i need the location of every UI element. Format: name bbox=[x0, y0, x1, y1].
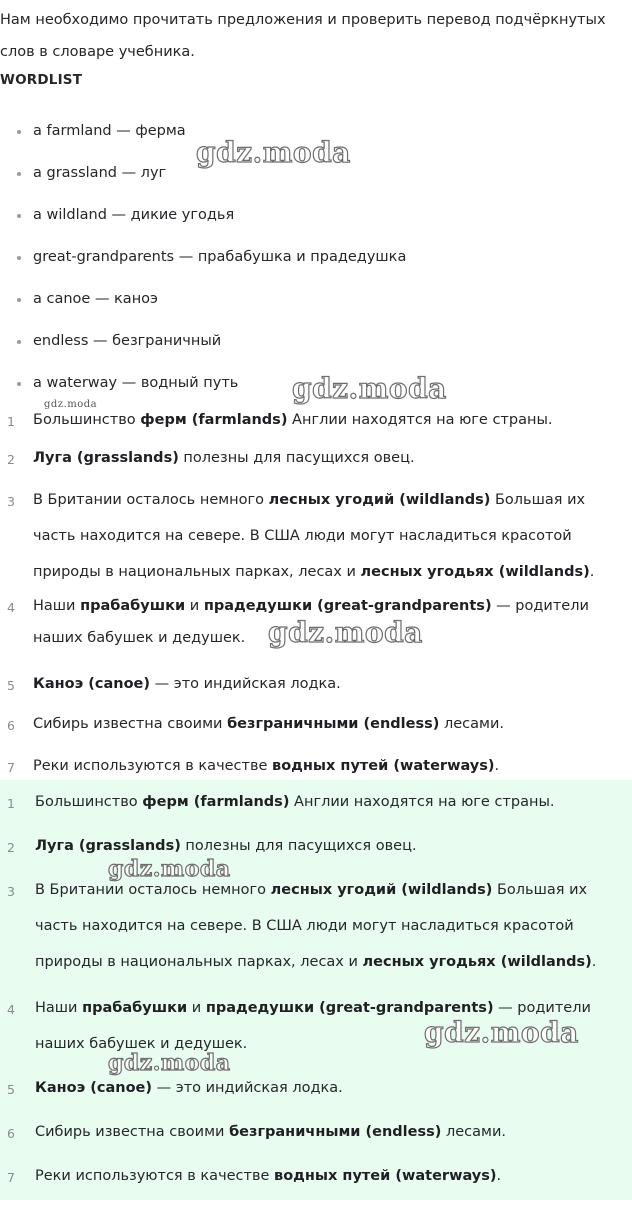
highlighted-term: Луга (grasslands) bbox=[33, 450, 179, 466]
watermark-logo: gdz.moda bbox=[196, 136, 351, 169]
wordlist-item: a waterway — водный путь bbox=[0, 370, 406, 412]
sentence-text: и bbox=[187, 1000, 206, 1016]
watermark-logo: gdz.moda bbox=[268, 616, 423, 649]
sentence-text: В Британии осталось немного bbox=[33, 492, 269, 508]
sentence-number: 7 bbox=[7, 1170, 15, 1185]
sentence-text: В Британии осталось немного bbox=[35, 882, 271, 898]
watermark-logo: gdz.moda bbox=[424, 1016, 579, 1049]
watermark-logo: gdz.moda bbox=[108, 856, 231, 882]
sentence-text: Реки используются в качестве bbox=[35, 1168, 275, 1184]
sentence-text: . bbox=[496, 1168, 502, 1184]
sentence-text: Англии находятся на юге страны. bbox=[289, 794, 555, 810]
sentence-text: и bbox=[185, 598, 204, 614]
sentence-text: — это индийская лодка. bbox=[152, 1080, 343, 1096]
sentence-text: Большая их часть находится на севере. В США люди могут насладиться красотой природы в национальных парках, лесах и bbox=[35, 882, 588, 970]
sentence-text: Большая их часть находится на севере. В США люди могут насладиться красотой природы в национальных парках, лесах и bbox=[33, 492, 586, 580]
sentence-text: Англии находятся на юге страны. bbox=[287, 412, 553, 428]
sentence-item bbox=[0, 402, 628, 438]
sentence-text: — это индийская лодка. bbox=[150, 676, 341, 692]
highlighted-term: прадедушки (great-grandparents) bbox=[205, 1000, 494, 1016]
sentence-item bbox=[0, 590, 628, 654]
highlighted-term: прабабушки bbox=[82, 1000, 188, 1016]
sentence-item bbox=[0, 666, 628, 702]
highlighted-term: прабабушки bbox=[80, 598, 186, 614]
sentence-text: . bbox=[591, 954, 597, 970]
wordlist-title: WORDLIST bbox=[0, 72, 83, 88]
highlighted-term: Каноэ (canoe) bbox=[33, 676, 151, 692]
sentence-number: 3 bbox=[7, 884, 15, 899]
wordlist bbox=[0, 118, 406, 412]
answer-sentence-item bbox=[0, 1158, 630, 1194]
sentence-text: Большинство bbox=[33, 412, 141, 428]
watermark-logo: gdz.moda bbox=[292, 372, 447, 405]
sentence-text: — родители наших бабушек и дедушек. bbox=[33, 598, 589, 646]
highlighted-term: Луга (grasslands) bbox=[35, 838, 181, 854]
intro-text: Нам необходимо прочитать предложения и проверить перевод подчёркнутых слов в словаре учебника. bbox=[0, 12, 606, 60]
highlighted-term: прадедушки (great-grandparents) bbox=[203, 598, 492, 614]
sentence-number: 4 bbox=[7, 1002, 15, 1017]
highlighted-term: безграничными (endless) bbox=[229, 1124, 442, 1140]
highlighted-term: водных путей (waterways) bbox=[274, 1168, 497, 1184]
wordlist-item: great-grandparents — прабабушка и прадедушка bbox=[0, 244, 406, 286]
sentence-text: . bbox=[494, 758, 500, 774]
sentence-number: 1 bbox=[7, 796, 15, 811]
highlighted-term: водных путей (waterways) bbox=[272, 758, 495, 774]
answer-sentence-item bbox=[0, 990, 630, 1062]
sentence-number: 6 bbox=[7, 718, 15, 733]
highlighted-term: безграничными (endless) bbox=[227, 716, 440, 732]
sentence-text: полезны для пасущихся овец. bbox=[180, 838, 417, 854]
highlighted-term: лесных угодьях (wildlands) bbox=[362, 954, 592, 970]
sentence-text: . bbox=[589, 564, 595, 580]
answer-sentence-item bbox=[0, 872, 630, 980]
sentence-item bbox=[0, 440, 628, 476]
highlighted-term: лесных угодий (wildlands) bbox=[268, 492, 491, 508]
wordlist-item: endless — безграничный bbox=[0, 328, 406, 370]
highlighted-term: ферм (farmlands) bbox=[142, 794, 290, 810]
sentence-text: лесами. bbox=[439, 716, 505, 732]
watermark-logo: gdz.moda bbox=[44, 399, 98, 410]
watermark-logo: gdz.moda bbox=[108, 1050, 231, 1076]
wordlist-item: a canoe — каноэ bbox=[0, 286, 406, 328]
highlighted-term: ферм (farmlands) bbox=[140, 412, 288, 428]
sentence-number: 3 bbox=[7, 494, 15, 509]
sentence-text: полезны для пасущихся овец. bbox=[178, 450, 415, 466]
highlighted-term: лесных угодьях (wildlands) bbox=[360, 564, 590, 580]
sentence-text: Наши bbox=[35, 1000, 83, 1016]
sentence-number: 5 bbox=[7, 678, 15, 693]
sentence-text: Наши bbox=[33, 598, 81, 614]
answer-sentence-item bbox=[0, 828, 630, 864]
sentence-item bbox=[0, 482, 628, 590]
sentence-text: Сибирь известна своими bbox=[33, 716, 228, 732]
highlighted-term: лесных угодий (wildlands) bbox=[270, 882, 493, 898]
sentence-text: Реки используются в качестве bbox=[33, 758, 273, 774]
sentence-number: 7 bbox=[7, 760, 15, 775]
sentence-item bbox=[0, 748, 628, 784]
answer-sentence-item bbox=[0, 1070, 630, 1106]
sentence-text: — родители наших бабушек и дедушек. bbox=[35, 1000, 591, 1052]
answer-sentence-item bbox=[0, 1114, 630, 1150]
sentence-number: 4 bbox=[7, 600, 15, 615]
sentence-number: 2 bbox=[7, 452, 15, 467]
sentence-number: 6 bbox=[7, 1126, 15, 1141]
wordlist-item: a farmland — ферма bbox=[0, 118, 406, 160]
sentence-number: 5 bbox=[7, 1082, 15, 1097]
highlighted-term: Каноэ (canoe) bbox=[35, 1080, 153, 1096]
sentence-number: 2 bbox=[7, 840, 15, 855]
wordlist-item: a grassland — луг bbox=[0, 160, 406, 202]
sentence-text: лесами. bbox=[441, 1124, 507, 1140]
sentence-number: 1 bbox=[7, 414, 15, 429]
wordlist-item: a wildland — дикие угодья bbox=[0, 202, 406, 244]
answer-sentence-item bbox=[0, 784, 630, 820]
sentence-item bbox=[0, 706, 628, 742]
sentence-text: Сибирь известна своими bbox=[35, 1124, 230, 1140]
sentence-text: Большинство bbox=[35, 794, 143, 810]
